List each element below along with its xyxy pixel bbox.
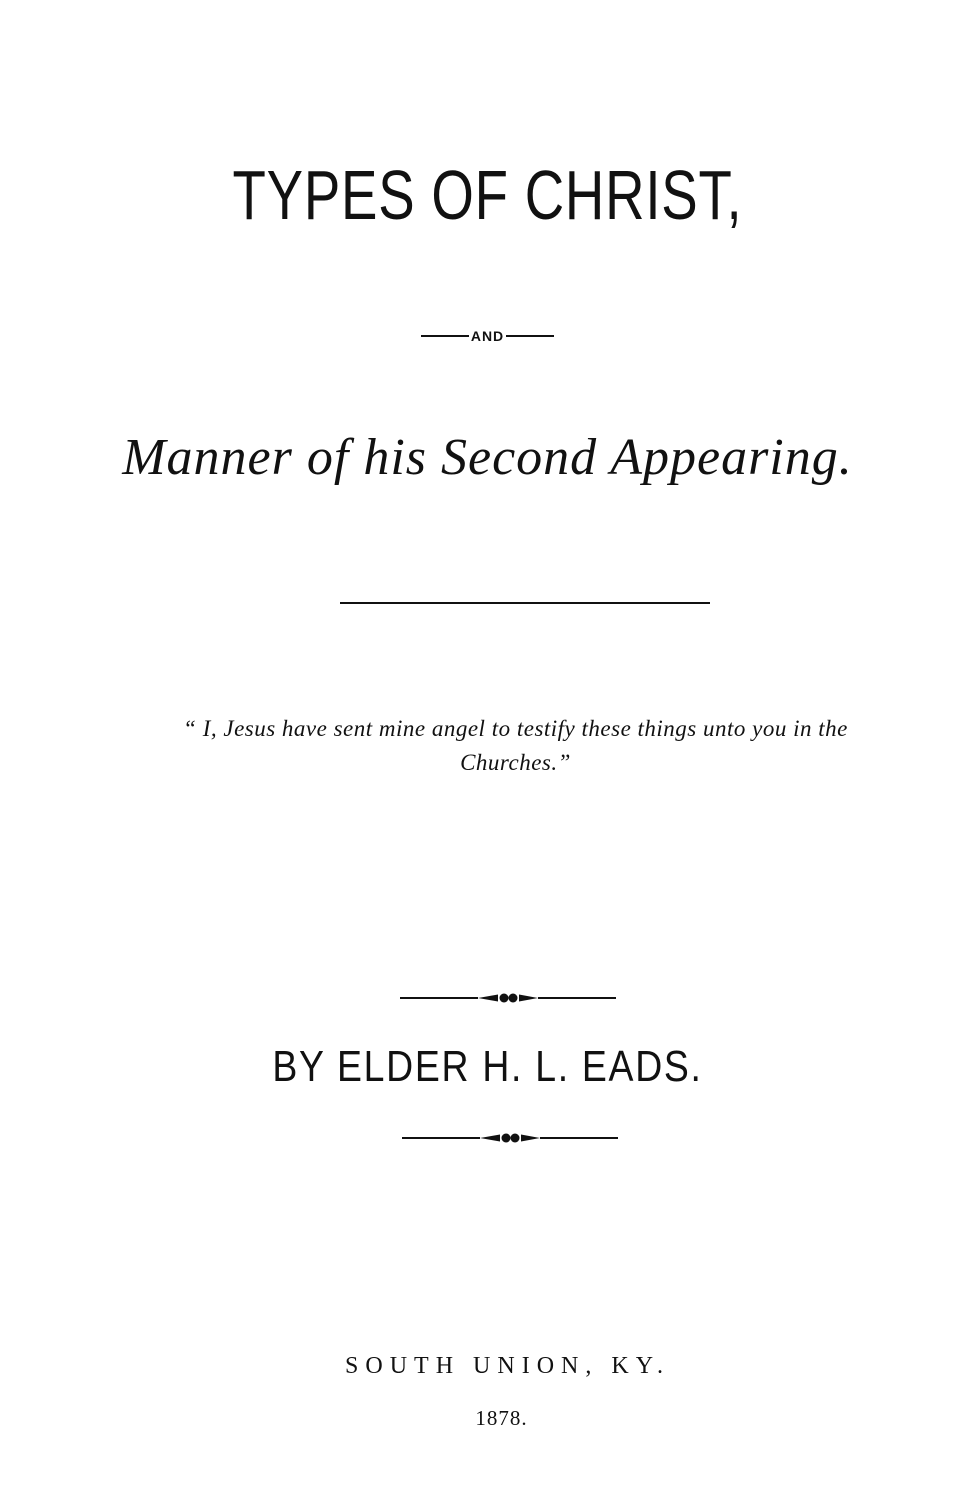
imprint-place: SOUTH UNION, KY.	[345, 1353, 670, 1379]
conjunction-rule-left	[421, 335, 469, 337]
epigraph-quote: “ I, Jesus have sent mine angel to testify these things unto you in the Churches.”	[183, 716, 848, 775]
conjunction-text: AND	[470, 328, 505, 344]
conjunction-row	[0, 326, 975, 346]
author-line: BY ELDER H. L. EADS.	[272, 1042, 703, 1091]
book-subtitle: Manner of his Second Appearing.	[122, 429, 853, 486]
ornament-rule-lower-icon	[402, 1128, 618, 1148]
imprint-year: 1878.	[475, 1406, 528, 1430]
conjunction-rule-right	[506, 335, 554, 337]
book-title: TYPES OF CHRIST,	[232, 156, 743, 234]
title-divider	[340, 602, 710, 604]
ornament-rule-upper-icon	[400, 988, 616, 1008]
